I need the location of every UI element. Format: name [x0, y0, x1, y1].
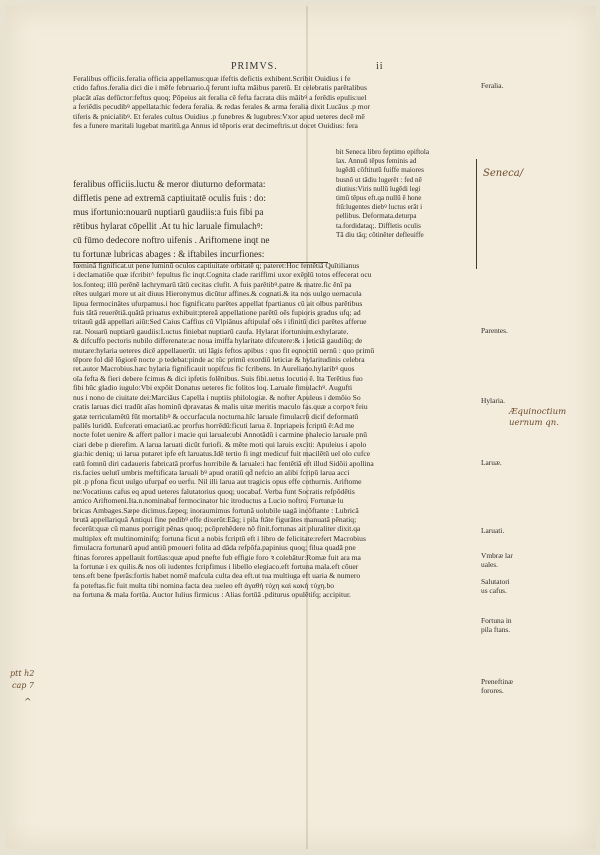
text-line: fecerūt:quæ cū manus porrigit pēnas quoq; pcōprehēdere nō finit.fortunas ait pluraliter dixit.qa — [73, 524, 361, 534]
text-line: gia:hic deniq; ui larua putaret ipfe eft laruatus.Idē tertio fi ingt medicuf fuit macilētū uel olo cufce — [73, 449, 371, 459]
text-line: fimulacra fortunarū apud antiū pmoueri folita ad dāda refpōfa.papinius quoq; filua quadā pne — [73, 543, 356, 553]
commentary-block-opening — [73, 74, 473, 130]
text-line: timū tēpus eft.qa nullū ē hone — [336, 194, 422, 203]
text-line: ret.autor Macrobius.hæc hylaria fignificauit uopifcus fic fcribens. In Aureliano.hylaribꝰ quos — [73, 364, 355, 374]
text-line: diutius:Viris nullū lugēdi legi — [336, 184, 421, 193]
text-line: fuis tātā reuerētiā.quātā priuatus exhibuit:ptereā appellatione parētū oēs fupioris gradus ufq; ad — [73, 308, 361, 318]
text-line: fœminā fignificat.ut pene luminū oculos captiuitate orbitatē q; pateret:Hoc fentētiā Quītilianus — [73, 261, 360, 270]
text-line: nus i nono de ciuitate dei:Marciāus Capella i nuptiis philologiæ. & nofter Apuleus i demōio So — [73, 392, 361, 402]
margin-note-feralia: Feralia. — [481, 81, 504, 90]
text-line: ftinas forores appellauit fortūas:quæ apud pnefte fub effigie foro ꝛ colebātur:Romæ fuit ara ma — [73, 552, 361, 562]
text-line: tēpore fol diē lōgiorē nocte .p tedebat:pinde ac tūc primū exordiū leticiæ & hylaritudinis celebra — [73, 355, 365, 365]
text-line: rētes uulgari more ut ait diuus Hieronymus dicūtur affines.& cognati.& ita nos uulgo uernacula — [73, 289, 362, 299]
margin-note-hylaria: Hylaria. — [481, 396, 506, 405]
text-line: ta.fordidataq;. Diffletis oculis — [336, 221, 421, 230]
handwritten-note-aequinoct: Æquinoctium — [509, 407, 567, 417]
text-line: na fortuna & mala fortūa. Auctor Iulius firmicus : Alias fortūā .pditurus opulētifq; accipitur. — [73, 590, 351, 600]
text-line: brutā appellariquā Antiqui fine pedibꝰ effe dixerūt:Eāq; i pila ftāte figurātes manuatā pēnatiq; — [73, 514, 357, 524]
text-line: placāt aīas defūctor:feftus quoq; Pōpeius ait feralia cē fefta facrata diis māibꝰ a ferēdis epulis:uel — [73, 92, 367, 102]
margin-note-line: pila ftans. — [481, 624, 511, 634]
text-line: Tā diu tāq; cōtinēter defleuiffe — [336, 230, 424, 239]
margin-note-laruae: Laruæ. — [481, 458, 502, 467]
margin-note-line: forores. — [481, 685, 504, 695]
text-line: rat. Nouarū nuptiarū gaudiis:Luctus finiebat nuptiarū caufa. Hylarat ifortunium.exhylarate. — [73, 326, 349, 336]
commentary-side-column — [336, 148, 474, 240]
text-line: cū fūmo dedecore noftro uifenis . Ariftomene inqt ne — [73, 236, 270, 246]
text-line: fes a funere maritali lugebat maritū.ga Annus id tēporis erat decimeftris.ut docet Ouidius: fera — [73, 121, 358, 131]
handwritten-note-left-2: cap 7 — [12, 681, 35, 690]
handwritten-note-seneca: Seneca/ — [483, 168, 524, 179]
text-line: la fortunæ i ex quilis.& nos oli iudentes fcripfimus i libello elegiaco.eft fortuna mala.eft cōuer — [73, 562, 359, 571]
text-line: los.fonteq; illū perēnē lachrymarū tātū cecitas clufit. A fuis parētibꝰ.patre & matre.fic ēnī pa — [73, 279, 352, 289]
text-line: bit Seneca libro feptimo epiftola — [336, 148, 430, 156]
text-line: tu fortunæ lubricas abages : & iftabiles incurfiones: — [73, 250, 265, 260]
text-line: amico Ariftomeni.Ita.n.nominabaf fermocinator hic itroductus a Lucio noftro. Fortunæ lu — [73, 496, 344, 506]
text-line: Feralibus officiis.feralia officia appellamus:quæ ifeftis defictis exhibent.Scribit Ouidius i fe — [73, 74, 351, 83]
commentary-main-body — [73, 261, 473, 600]
running-title: PRIMVS. — [231, 61, 278, 72]
margin-note-line: Salutatori — [481, 577, 510, 586]
text-line: ne:Vocatiuus cafus eq apud ueteres falutatorius quoq; uocabaf. Verba funt Socratis refpōdētis — [73, 486, 355, 496]
primary-text-block — [73, 178, 330, 262]
text-line: mus ifortunio:nouarū nuptiarū gaudiis:a fuis fibi pa — [73, 208, 264, 218]
text-line: bricas Ambages.Sæpe dicimus.fæpeq; inoraumimus fortunā uolubile uagā incōftante : Lubricā — [73, 505, 359, 515]
text-line: ftū:lugentes diebꝰ luctus erāt i — [336, 203, 423, 212]
text-line: pallēs luridū. Eufcerati emaciatū.ac prorfus horrēdū:ficuti larua ē. Inpriapeis fcriptū ē:Ad me — [73, 420, 355, 430]
margin-note-preneftinae — [481, 678, 513, 696]
margin-note-line: Fortuna in — [481, 616, 512, 625]
book-page — [6, 6, 596, 849]
text-line: tiferis & pnicialibꝰ. Et ferales cultus Ouidius .p funebres & lugubres:Vxor apud ueteres decē mē — [73, 111, 365, 121]
margin-note-parentes: Parentes. — [481, 326, 508, 335]
text-line: oīa fefta & fieri debere fcimus & dici ipfetis folēnibus. Suis fibi.uetus locutio ē. Ita Terētius fuo — [73, 373, 363, 383]
folio-number: ii — [376, 61, 384, 72]
margin-note-fortuna — [481, 617, 512, 635]
text-line: feralibus officiis.luctu & meror diuturno deformata: — [73, 180, 266, 190]
margin-note-line: Preneftinæ — [481, 677, 514, 686]
margin-note-umbrae — [481, 552, 513, 570]
text-line: pit .p pfona ficut uulgo ufurpaf eo uerfu. Nil illi larua aut tragicis opus effe cothurnis. Ariftome — [73, 477, 362, 487]
handwritten-note-left-1: ptt h2 — [10, 669, 35, 678]
margin-note-line: Vmbræ lar — [481, 551, 513, 560]
text-line: lax. Annuū tēpus feminis ad — [336, 157, 417, 166]
text-line: a feriēdis pecudibꝰ appellata:hic federa feralia. & redas ferales & arma feralia dixit Lucāus .p mor — [73, 102, 371, 112]
text-line: tritauū gdā appellari aiūt:Sed Caius Caffius cū Vlpiānus aftipulaf oēs i ifinitū dici parētes afferue — [73, 317, 367, 327]
text-line: i declamatiōe quæ ifcribit^ fepultus fic inqt.Cognita clade rariffimi uxor exēplū totos effecerat ocu — [73, 270, 372, 280]
text-line: lugēdū cōftitutū fuiffe maiores — [336, 166, 424, 175]
margin-note-laruati: Laruati. — [481, 526, 505, 535]
text-line: nocte folet uenire & affert pallor i macie qui laruale:ubi Annotādū i carmine phalecio laruale pnū — [73, 430, 368, 440]
text-line: pellibus. Deformata.deturpa — [336, 212, 417, 221]
text-line: diffletis pene ad extremā captiuitatē oculis fuis : do: — [73, 194, 266, 204]
text-line: ris.facies uelutī umbris meftificata laruali bꝰ apud oratiū qd̄ nefcio an alibi fcripū larua acci — [73, 467, 350, 477]
text-line: fa poteftas.fic fuit multa tibi nomina facta dea :ueleo eft ἀγαθή τύχη καὶ κακή τύχη.bo — [73, 580, 335, 590]
margin-note-line: us cafus. — [481, 585, 507, 595]
handwritten-bracket — [476, 159, 477, 269]
text-line: busnō ut tādiu lugerēt : fed nē — [336, 175, 422, 184]
margin-note-salutatorius — [481, 578, 510, 596]
handwritten-note-vernum: uernum qn. — [509, 418, 559, 428]
text-line: mutare:hylaria ueteres dicē appellauerūt. uti lāgis feftos apibus : quo fit eqnoctiū uernū : quo primū — [73, 345, 375, 355]
text-line: ctido faftos.feralia dici die i mēfe februario.q̄ ferunt iufta māibus paretū. Et celebratis parētalibus — [73, 83, 367, 93]
text-line: multiplex eft multinominifq; fortuna ficut a nobis fcriptū eft i libro de felicitate:refert Macrobius — [73, 533, 366, 543]
margin-note-line: uales. — [481, 559, 499, 569]
text-line: cratis laruas dici tradūt aīas hominū dpravatas & malis uitæ meritis maculo fas.quæ a corpoꝛ feiu — [73, 402, 368, 412]
text-line: lipua fermocinātes ufurpamus.i hoc fignificatu parētes appellat fpartianus cū ait olbus parētibus — [73, 298, 363, 308]
text-line: rētibus hylarat cōpellit .At tu hic laruale fimulachꝰ: — [73, 222, 263, 232]
text-line: & difcuffo pectoris nubilo differenate:ac noua imiffa hylaritate difcutere:& i leticiā gaudiūq; de — [73, 336, 363, 346]
text-line: gatæ terriculamētū fūt mortalibꝰ & occurfacula nocturna.hīc laruale fimulacrū dicif deformatū — [73, 411, 359, 421]
text-line: ratū fomnū diri cadaueris fabricatā prorfus horribile & laruale:i hac fentētiā eft illud Sidōii apollina — [73, 458, 374, 468]
text-line: fibi hūc gladio iugulo:Vbi expōit Donatus ueteres fic folitos loq. Laruale fimulachꝰ. Augufti — [73, 383, 353, 393]
text-line: tens.eft bene fperās:fortis habet nomē mafcula culta dea eft.ut tua multiuga eft uaria & numero — [73, 571, 361, 581]
handwritten-caret-mark: ^ — [24, 698, 32, 708]
text-line: ciari debe p dierefim. A larua laruati dicūt furiofi. & mēte moti qui laruis exciti: Apuleius i apolo — [73, 439, 367, 449]
